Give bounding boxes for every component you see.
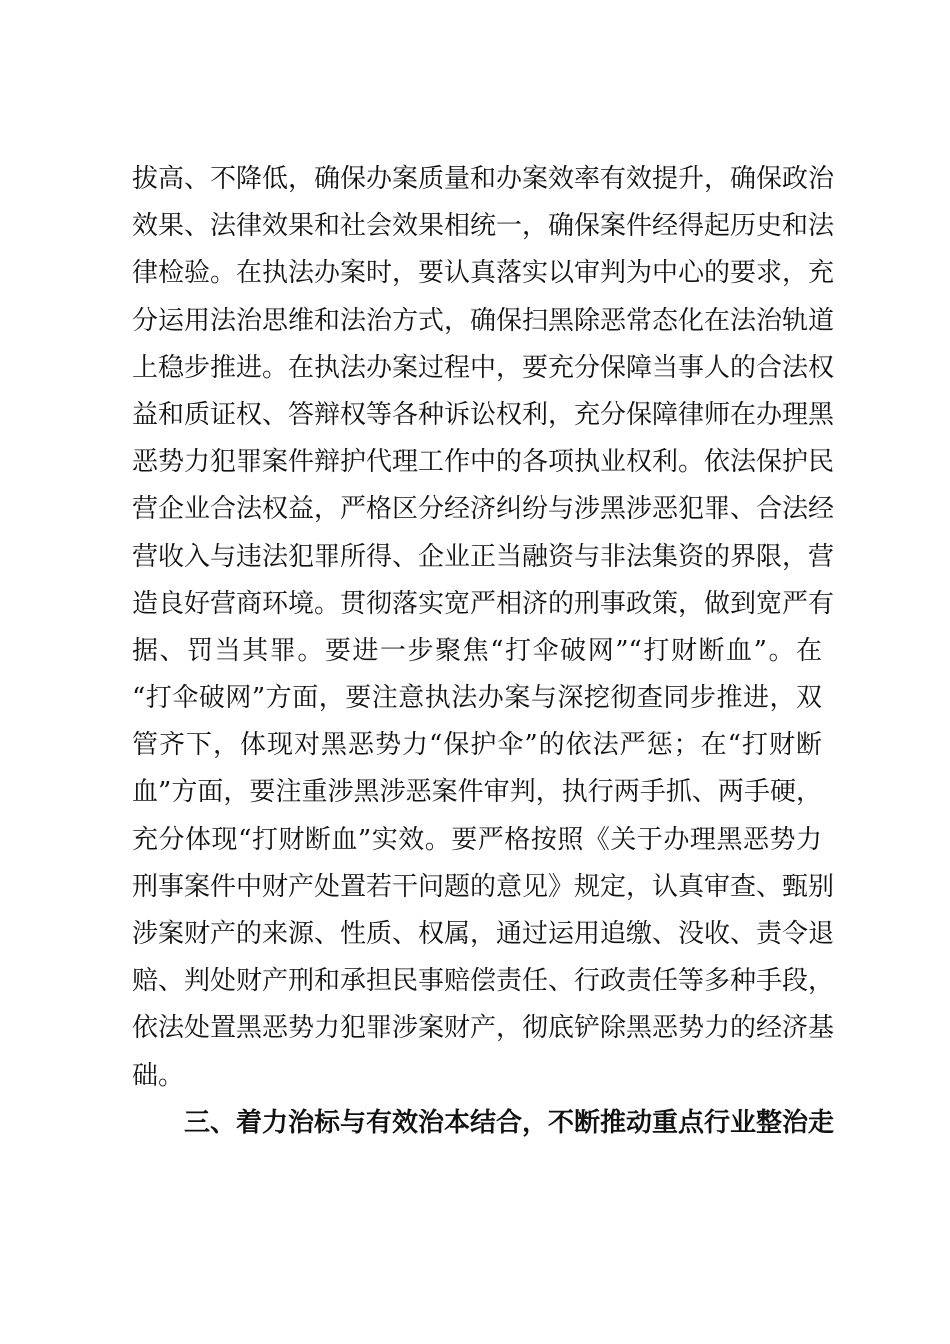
paragraph-line: 充分体现“打财断血”实效。要严格按照《关于办理黑恶势力 xyxy=(132,824,822,855)
paragraph-line-last: 础。 xyxy=(132,1060,185,1091)
paragraph-line: 律检验。在执法办案时，要认真落实以审判为中心的要求，充 xyxy=(132,258,835,289)
paragraph-line: 血”方面，要注重涉黑涉恶案件审判，执行两手抓、两手硬， xyxy=(132,777,822,808)
paragraph-line: 恶势力犯罪案件辩护代理工作中的各项执业权利。依法保护民 xyxy=(132,447,835,478)
paragraph-line: 据、罚当其罪。要进一步聚焦“打伞破网”“打财断血”。在 xyxy=(132,635,822,666)
paragraph-line: “打伞破网”方面，要注意执法办案与深挖彻查同步推进，双 xyxy=(132,683,822,714)
paragraph-line: 益和质证权、答辩权等各种诉讼权利，充分保障律师在办理黑 xyxy=(132,399,835,430)
paragraph-line: 分运用法治思维和法治方式，确保扫黑除恶常态化在法治轨道 xyxy=(132,305,835,336)
paragraph-line: 涉案财产的来源、性质、权属，通过运用追缴、没收、责令退 xyxy=(132,919,835,949)
paragraph-line: 依法处置黑恶势力犯罪涉案财产，彻底铲除黑恶势力的经济基 xyxy=(132,1013,835,1044)
paragraph-line: 赔、判处财产刑和承担民事赔偿责任、行政责任等多种手段， xyxy=(132,966,835,997)
paragraph-line: 上稳步推进。在执法办案过程中，要充分保障当事人的合法权 xyxy=(132,352,835,383)
paragraph-line: 刑事案件中财产处置若干问题的意见》规定，认真审查、甄别 xyxy=(132,871,835,902)
paragraph-line: 拔高、不降低，确保办案质量和办案效率有效提升，确保政治 xyxy=(132,164,835,194)
section-heading: 三、着力治标与有效治本结合，不断推动重点行业整治走 xyxy=(184,1107,835,1138)
paragraph-line: 管齐下，体现对黑恶势力“保护伞”的依法严惩；在“打财断 xyxy=(132,730,822,761)
paragraph-line: 造良好营商环境。贯彻落实宽严相济的刑事政策，做到宽严有 xyxy=(132,588,835,619)
body-text xyxy=(132,156,835,1147)
paragraph-line: 效果、法律效果和社会效果相统一，确保案件经得起历史和法 xyxy=(132,211,835,242)
paragraph-line: 营收入与违法犯罪所得、企业正当融资与非法集资的界限，营 xyxy=(132,541,835,572)
paragraph-line: 营企业合法权益，严格区分经济纠纷与涉黑涉恶犯罪、合法经 xyxy=(132,494,835,525)
